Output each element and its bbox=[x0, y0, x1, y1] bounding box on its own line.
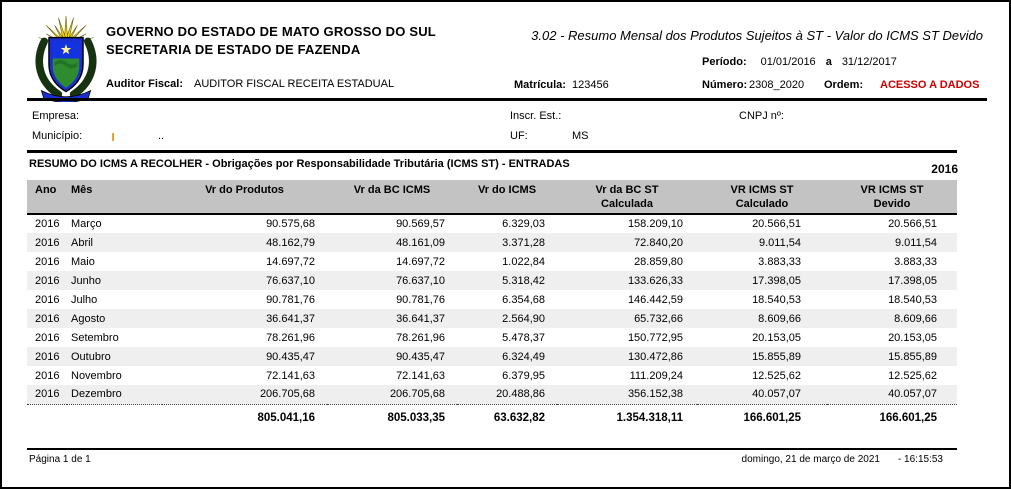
cell-mes: Julho bbox=[71, 293, 98, 306]
column-label: VR ICMS ST bbox=[730, 184, 794, 196]
periodo-from: 01/01/2016 bbox=[760, 56, 816, 68]
table-row bbox=[27, 271, 957, 290]
cell-mes: Abril bbox=[67, 233, 162, 252]
table-row bbox=[27, 290, 957, 309]
cell-produtos: 90.575,68 bbox=[266, 218, 315, 230]
cell-st_calc: 18.540,53 bbox=[752, 293, 801, 306]
cell-ano: 2016 bbox=[35, 218, 60, 230]
page-indicator: Página 1 de 1 bbox=[29, 454, 91, 465]
section-divider-rule bbox=[27, 150, 957, 153]
municipio-redacted-mark bbox=[112, 133, 114, 141]
cell-st_dev: 9.011,54 bbox=[827, 233, 957, 252]
total-bc_icms: 805.033,35 bbox=[387, 411, 445, 424]
cell-ano: 2016 bbox=[27, 385, 67, 404]
cell-bc_st: 111.209,24 bbox=[629, 369, 683, 382]
column-header-bc_icms bbox=[327, 180, 457, 214]
cell-st_calc: 20.153,05 bbox=[752, 331, 801, 344]
column-label: Vr do ICMS bbox=[477, 184, 537, 196]
cell-icms: 3.371,28 bbox=[457, 233, 557, 252]
table-header-row bbox=[27, 180, 957, 214]
uf-label: UF: bbox=[510, 130, 528, 142]
ms-coat-of-arms-icon bbox=[30, 13, 102, 107]
cell-ano: 2016 bbox=[35, 369, 60, 382]
ordem-label: Ordem: bbox=[824, 79, 864, 91]
cell-st_calc: 20.566,51 bbox=[752, 218, 801, 230]
periodo-to: 31/12/2017 bbox=[841, 56, 897, 68]
cell-icms: 6.354,68 bbox=[502, 293, 545, 306]
cell-mes: Novembro bbox=[71, 369, 122, 382]
section-title: RESUMO DO ICMS A RECOLHER - Obrigações por Responsabilidade Tributária (ICMS ST) - ENTRADAS bbox=[29, 158, 570, 170]
cell-bc_icms: 14.697,72 bbox=[396, 255, 445, 268]
table-row bbox=[27, 347, 957, 366]
cell-bc_icms: 90.569,57 bbox=[396, 218, 445, 230]
cell-mes: Outubro bbox=[67, 347, 162, 366]
numero-label: Número: bbox=[702, 79, 748, 91]
column-label: Ano bbox=[35, 184, 57, 196]
table-body bbox=[27, 214, 957, 404]
cell-bc_st: 146.442,59 bbox=[627, 293, 683, 306]
cell-produtos: 90.435,47 bbox=[162, 347, 327, 366]
cell-st_dev: 20.566,51 bbox=[888, 218, 937, 230]
cell-produtos: 78.261,96 bbox=[266, 331, 315, 344]
table-foot bbox=[27, 404, 957, 428]
table-row bbox=[27, 385, 957, 404]
cell-produtos: 206.705,68 bbox=[162, 385, 327, 404]
ordem-value: ACESSO A DADOS bbox=[880, 79, 980, 91]
cell-bc_icms: 36.641,37 bbox=[327, 309, 457, 328]
cnpj-label: CNPJ nº: bbox=[739, 110, 784, 122]
column-label-line2: Calculado bbox=[735, 198, 789, 210]
cell-icms: 1.022,84 bbox=[502, 255, 545, 268]
cell-bc_icms: 90.781,76 bbox=[396, 293, 445, 306]
total-ano bbox=[27, 404, 67, 428]
total-bc_st: 1.354.318,11 bbox=[616, 411, 683, 424]
cell-bc_icms: 76.637,10 bbox=[327, 271, 457, 290]
inscr-est-label: Inscr. Est.: bbox=[510, 110, 562, 122]
municipio-value: .. bbox=[158, 130, 165, 142]
column-label: Vr do Produtos bbox=[205, 184, 284, 196]
column-header-st_calc bbox=[697, 180, 827, 214]
cell-mes: Agosto bbox=[67, 309, 162, 328]
cell-produtos: 72.141,63 bbox=[266, 369, 315, 382]
cell-bc_icms: 72.141,63 bbox=[396, 369, 445, 382]
cell-st_dev: 3.883,33 bbox=[894, 255, 937, 268]
cell-st_dev: 40.057,07 bbox=[827, 385, 957, 404]
cell-icms: 6.324,49 bbox=[457, 347, 557, 366]
periodo-separator: a bbox=[825, 56, 832, 68]
cell-produtos: 76.637,10 bbox=[162, 271, 327, 290]
cell-bc_icms: 78.261,96 bbox=[396, 331, 445, 344]
org-name-line1: GOVERNO DO ESTADO DE MATO GROSSO DO SUL bbox=[106, 24, 436, 39]
cell-ano: 2016 bbox=[35, 331, 60, 344]
cell-ano: 2016 bbox=[27, 309, 67, 328]
column-header-icms bbox=[457, 180, 557, 214]
cell-bc_st: 130.472,86 bbox=[557, 347, 697, 366]
cell-mes: Dezembro bbox=[67, 385, 162, 404]
column-label-line2: Calculada bbox=[601, 198, 653, 210]
cell-st_dev: 15.855,89 bbox=[827, 347, 957, 366]
column-header-ano bbox=[27, 180, 67, 214]
matricula-label: Matrícula: bbox=[514, 79, 566, 91]
cell-ano: 2016 bbox=[27, 271, 67, 290]
cell-bc_st: 356.152,38 bbox=[557, 385, 697, 404]
total-produtos: 805.041,16 bbox=[257, 411, 315, 424]
auditor-fiscal-value: AUDITOR FISCAL RECEITA ESTADUAL bbox=[194, 78, 395, 90]
cell-icms: 5.478,37 bbox=[502, 331, 545, 344]
cell-st_calc: 8.609,66 bbox=[697, 309, 827, 328]
column-header-st_dev bbox=[827, 180, 957, 214]
cell-produtos: 36.641,37 bbox=[162, 309, 327, 328]
icms-summary-table bbox=[27, 180, 957, 428]
cell-st_calc: 40.057,07 bbox=[697, 385, 827, 404]
cell-icms: 6.379,95 bbox=[502, 369, 545, 382]
cell-bc_icms: 48.161,09 bbox=[327, 233, 457, 252]
numero-value: 2308_2020 bbox=[749, 79, 805, 91]
cell-st_dev: 18.540,53 bbox=[888, 293, 937, 306]
municipio-label: Município: bbox=[32, 130, 83, 142]
cell-mes: Junho bbox=[67, 271, 162, 290]
cell-icms: 2.564,90 bbox=[457, 309, 557, 328]
table-row bbox=[27, 366, 957, 385]
print-time: - 16:15:53 bbox=[897, 454, 943, 465]
column-header-produtos bbox=[162, 180, 327, 214]
cell-produtos: 48.162,79 bbox=[162, 233, 327, 252]
column-label-line2: Devido bbox=[873, 198, 911, 210]
table-row bbox=[27, 328, 957, 347]
cell-ano: 2016 bbox=[27, 347, 67, 366]
cell-bc_icms: 206.705,68 bbox=[327, 385, 457, 404]
cell-bc_icms: 90.435,47 bbox=[327, 347, 457, 366]
cell-st_calc: 17.398,05 bbox=[697, 271, 827, 290]
cell-st_calc: 3.883,33 bbox=[758, 255, 801, 268]
cell-st_calc: 15.855,89 bbox=[697, 347, 827, 366]
cell-produtos: 90.781,76 bbox=[266, 293, 315, 306]
table-row bbox=[27, 214, 957, 233]
total-st_dev: 166.601,25 bbox=[879, 411, 937, 424]
periodo-label: Período: bbox=[702, 56, 747, 68]
uf-value: MS bbox=[572, 130, 589, 142]
cell-st_dev: 8.609,66 bbox=[827, 309, 957, 328]
cell-bc_st: 28.859,80 bbox=[634, 255, 683, 268]
header-divider-rule bbox=[27, 98, 987, 101]
cell-st_calc: 12.525,62 bbox=[752, 369, 801, 382]
cell-ano: 2016 bbox=[35, 293, 60, 306]
cell-st_calc: 9.011,54 bbox=[697, 233, 827, 252]
report-title: 3.02 - Resumo Mensal dos Produtos Sujeitos à ST - Valor do ICMS ST Devido bbox=[531, 28, 983, 43]
footer-divider-rule bbox=[27, 448, 957, 450]
section-year: 2016 bbox=[931, 162, 958, 176]
print-datetime bbox=[742, 454, 943, 465]
cell-produtos: 14.697,72 bbox=[266, 255, 315, 268]
total-icms: 63.632,82 bbox=[493, 411, 545, 424]
table-row bbox=[27, 309, 957, 328]
column-label: Vr da BC ICMS bbox=[353, 184, 431, 196]
cell-ano: 2016 bbox=[27, 233, 67, 252]
total-mes bbox=[67, 404, 162, 428]
column-label: VR ICMS ST bbox=[860, 184, 924, 196]
cell-bc_st: 65.732,66 bbox=[557, 309, 697, 328]
column-header-mes bbox=[67, 180, 162, 214]
cell-bc_st: 150.772,95 bbox=[627, 331, 683, 344]
cell-st_dev: 12.525,62 bbox=[888, 369, 937, 382]
cell-bc_st: 158.209,10 bbox=[627, 218, 683, 230]
auditor-fiscal-label: Auditor Fiscal: bbox=[106, 78, 184, 90]
cell-st_dev: 17.398,05 bbox=[827, 271, 957, 290]
matricula-value: 123456 bbox=[572, 79, 609, 91]
cell-ano: 2016 bbox=[35, 255, 60, 268]
cell-bc_st: 133.626,33 bbox=[557, 271, 697, 290]
total-st_calc: 166.601,25 bbox=[743, 411, 801, 424]
table-totals-row bbox=[27, 404, 957, 428]
cell-icms: 6.329,03 bbox=[502, 218, 545, 230]
table-head bbox=[27, 180, 957, 214]
periodo-row bbox=[702, 56, 897, 68]
cell-icms: 5.318,42 bbox=[457, 271, 557, 290]
cell-st_dev: 20.153,05 bbox=[888, 331, 937, 344]
cell-mes: Maio bbox=[71, 255, 95, 268]
cell-icms: 20.488,86 bbox=[457, 385, 557, 404]
empresa-label: Empresa: bbox=[32, 110, 80, 122]
column-header-bc_st bbox=[557, 180, 697, 214]
cell-mes: Março bbox=[71, 218, 102, 230]
column-label: Vr da BC ST bbox=[595, 184, 659, 196]
cell-bc_st: 72.840,20 bbox=[557, 233, 697, 252]
table-row bbox=[27, 252, 957, 271]
cell-mes: Setembro bbox=[71, 331, 119, 344]
column-label: Mês bbox=[71, 184, 93, 196]
org-name-line2: SECRETARIA DE ESTADO DE FAZENDA bbox=[106, 42, 361, 57]
table-row bbox=[27, 233, 957, 252]
print-date: domingo, 21 de março de 2021 bbox=[741, 454, 880, 465]
